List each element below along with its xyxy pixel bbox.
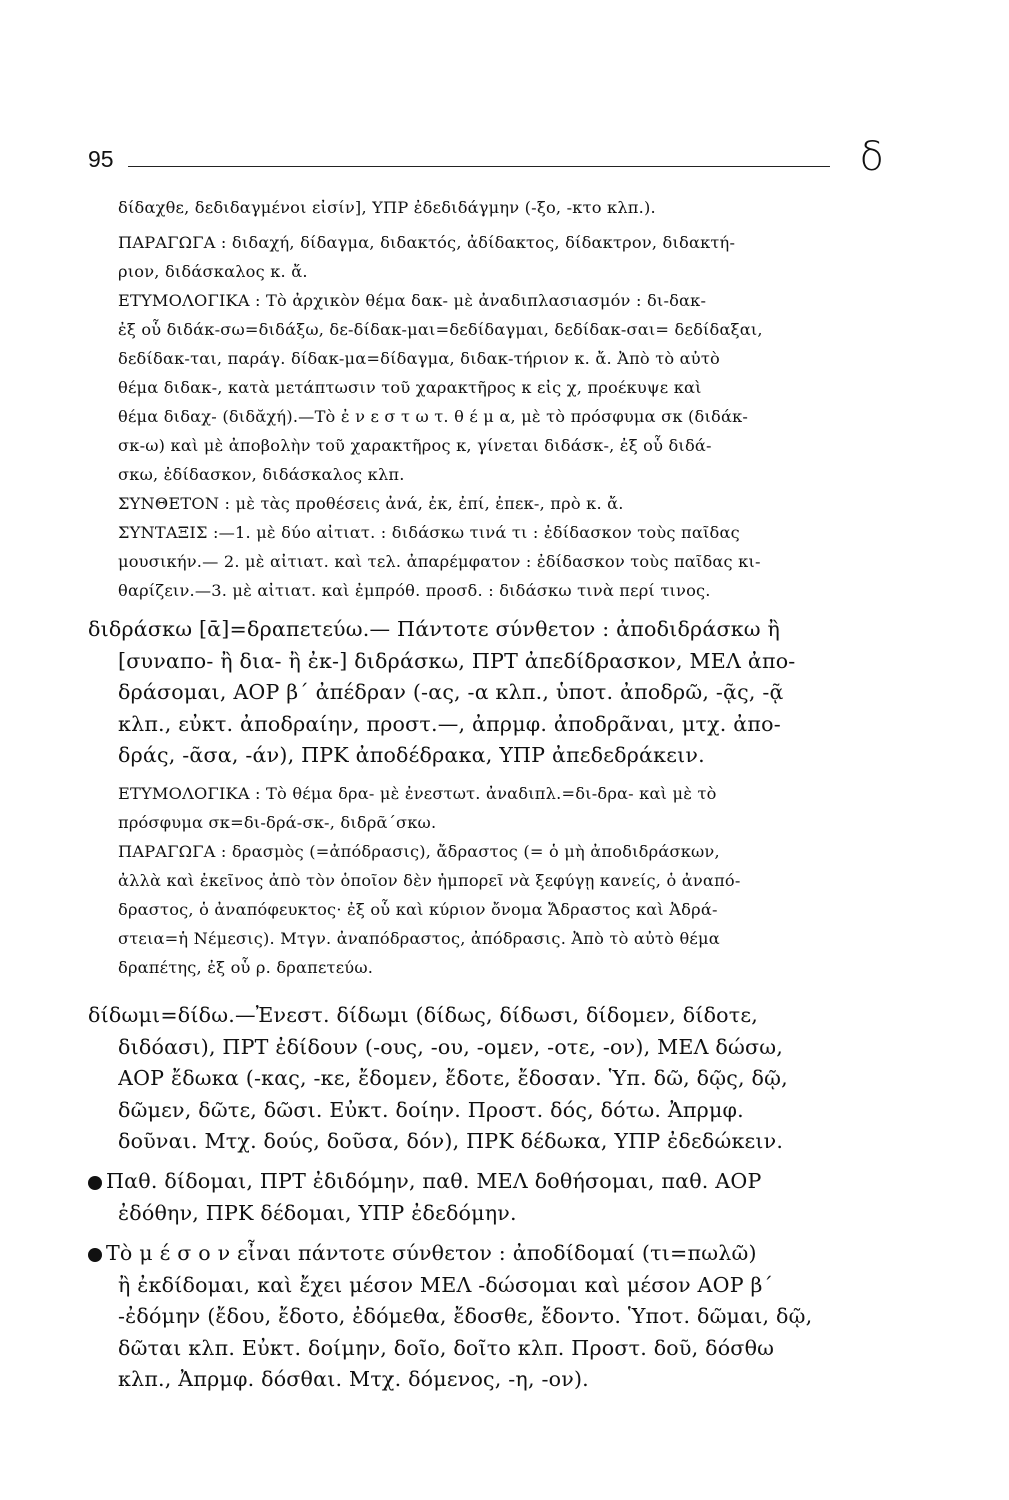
- page-number: 95: [88, 146, 114, 172]
- text-line: θέμα διδαχ- (διδᾰχή).—Τὸ ἐ ν ε σ τ ω τ. θ έ μ α, μὲ τὸ πρόσφυμα σκ (διδάκ-: [118, 407, 749, 426]
- text-line: πρόσφυμα σκ=δι-δρά-σκ-, διδρᾶ΄σκω.: [118, 813, 437, 832]
- text-line: ΑΟΡ ἔδωκα (-κας, -κε, ἔδομεν, ἔδοτε, ἔδοσαν. Ὑπ. δῶ, δῷς, δῷ,: [118, 1066, 788, 1090]
- text-line: διδόασι), ΠΡΤ ἐδίδουν (-ους, -ου, -ομεν, -οτε, -ον), ΜΕΛ δώσω,: [118, 1034, 784, 1059]
- text-line: κλπ., εὐκτ. ἀποδραίην, προστ.—, ἀπρμφ. ἀποδρᾶναι, μτχ. ἀπο-: [118, 711, 781, 736]
- text-line: δράς, -ᾶσα, -άν), ΠΡΚ ἀποδέδρακα, ΥΠΡ ἀπεδεδράκειν.: [118, 743, 705, 767]
- text-line: δίδαχθε, δεδιδαγμένοι εἰσίν], ΥΠΡ ἐδεδιδάγμην (-ξο, -κτο κλπ.).: [118, 198, 656, 217]
- text-line: δράσομαι, ΑΟΡ β´ ἀπέδραν (-ας, -α κλπ., ὑποτ. ἀποδρῶ, -ᾷς, -ᾷ: [118, 680, 784, 704]
- entry-headline: διδράσκω [ᾱ]=δραπετεύω.— Πάντοτε σύνθετον : ἀποδιδράσκω ἢ: [88, 617, 781, 641]
- text-line: θαρίζειν.—3. μὲ αἰτιατ. καὶ ἐμπρόθ. προσδ. : διδάσκω τινὰ περί τινος.: [118, 581, 711, 600]
- text-line: ἀλλὰ καὶ ἐκεῖνος ἀπὸ τὸν ὁποῖον δὲν ἠμπορεῖ νὰ ξεφύγῃ κανείς, ὁ ἀναπό-: [118, 871, 741, 890]
- entry-didomi-middle: [106, 1238, 888, 1396]
- header-rule: [128, 166, 830, 167]
- bullet-icon: [88, 1248, 102, 1262]
- entry-headline: δίδωμι=δίδω.—Ἐνεστ. δίδωμι (δίδως, δίδωσι, δίδομεν, δίδοτε,: [88, 1003, 758, 1027]
- section-letter: δ: [859, 134, 884, 180]
- text-line: θέμα διδακ-, κατὰ μετάπτωσιν τοῦ χαρακτῆρος κ εἰς χ, προέκυψε καὶ: [118, 378, 702, 397]
- text-line: -ἐδόμην (ἔδου, ἔδοτο, ἐδόμεθα, ἔδοσθε, ἔδοντο. Ὑποτ. δῶμαι, δῷ,: [118, 1304, 813, 1328]
- entry-didrasko-notes: [118, 779, 888, 982]
- bullet-icon: [88, 1176, 102, 1190]
- text-line: δοῦναι. Μτχ. δούς, δοῦσα, δόν), ΠΡΚ δέδωκα, ΥΠΡ ἐδεδώκειν.: [118, 1129, 784, 1153]
- middle-headline: Τὸ μ έ σ ο ν εἶναι πάντοτε σύνθετον : ἀποδίδομαί (τι=πωλῶ): [88, 1238, 888, 1270]
- text-line: μουσικήν.— 2. μὲ αἰτιατ. καὶ τελ. ἀπαρέμφατον : ἐδίδασκον τοὺς παῖδας κι-: [118, 552, 761, 571]
- text-line: ΕΤΥΜΟΛΟΓΙΚΑ : Τὸ ἀρχικὸν θέμα δακ- μὲ ἀναδιπλασιασμόν : δι-δακ-: [118, 291, 707, 310]
- entry-didrasko: [88, 614, 888, 772]
- entry-didomi-passive: [106, 1166, 888, 1229]
- text-line: σκ-ω) καὶ μὲ ἀποβολὴν τοῦ χαρακτῆρος κ, γίνεται διδάσκ-, ἐξ οὗ διδά-: [118, 436, 712, 455]
- text-line: ἐδόθην, ΠΡΚ δέδομαι, ΥΠΡ ἐδεδόμην.: [118, 1200, 517, 1225]
- text-line: σκω, ἐδίδασκον, διδάσκαλος κλπ.: [118, 465, 405, 484]
- text-line: ΕΤΥΜΟΛΟΓΙΚΑ : Τὸ θέμα δρα- μὲ ἐνεστωτ. ἀναδιπλ.=δι-δρα- καὶ μὲ τὸ: [118, 784, 717, 803]
- text-line: ΣΥΝΤΑΞΙΣ :—1. μὲ δύο αἰτιατ. : διδάσκω τινά τι : ἐδίδασκον τοὺς παῖδας: [118, 523, 740, 542]
- entry-didomi: [88, 1000, 888, 1158]
- entry-continuation: [118, 193, 888, 605]
- text-line: ΠΑΡΑΓΩΓΑ : διδαχή, δίδαγμα, διδακτός, ἀδίδακτος, δίδακτρον, διδακτή-: [118, 233, 736, 252]
- text-line: δραπέτης, ἐξ οὗ ρ. δραπετεύω.: [118, 958, 374, 977]
- text-line: δεδίδακ-ται, παράγ. δίδακ-μα=δίδαγμα, διδακ-τήριον κ. ἄ. Ἀπὸ τὸ αὐτὸ: [118, 349, 720, 368]
- running-head: [88, 134, 888, 180]
- text-line: δῶται κλπ. Εὐκτ. δοίμην, δοῖο, δοῖτο κλπ. Προστ. δοῦ, δόσθω: [118, 1335, 775, 1360]
- text-line: κλπ., Ἀπρμφ. δόσθαι. Μτχ. δόμενος, -η, -ον).: [118, 1367, 589, 1391]
- text-line: δραστος, ὁ ἀναπόφευκτος· ἐξ οὗ καὶ κύριον ὄνομα Ἄδραστος καὶ Ἀδρά-: [118, 900, 718, 919]
- text-line: ἢ ἐκδίδομαι, καὶ ἔχει μέσον ΜΕΛ -δώσομαι καὶ μέσον ΑΟΡ β´: [118, 1272, 774, 1297]
- text-line: ριον, διδάσκαλος κ. ἄ.: [118, 262, 308, 281]
- passive-headline: Παθ. δίδομαι, ΠΡΤ ἐδιδόμην, παθ. ΜΕΛ δοθήσομαι, παθ. ΑΟΡ: [88, 1166, 888, 1198]
- text-line: ἐξ οὗ διδάκ-σω=διδάξω, δε-δίδακ-μαι=δεδίδαγμαι, δεδίδακ-σαι= δεδίδαξαι,: [118, 320, 763, 339]
- text-line: στεια=ἡ Νέμεσις). Μτγν. ἀναπόδραστος, ἀπόδρασις. Ἀπὸ τὸ αὐτὸ θέμα: [118, 929, 720, 948]
- text-line: δῶμεν, δῶτε, δῶσι. Εὐκτ. δοίην. Προστ. δός, δότω. Ἀπρμφ.: [118, 1097, 744, 1122]
- text-line: ΣΥΝΘΕΤΟΝ : μὲ τὰς προθέσεις ἀνά, ἐκ, ἐπί, ἐπεκ-, πρὸ κ. ἄ.: [118, 494, 624, 513]
- text-line: [συναπο- ἢ δια- ἢ ἐκ-] διδράσκω, ΠΡΤ ἀπεδίδρασκον, ΜΕΛ ἀπο-: [118, 648, 796, 673]
- text-line: ΠΑΡΑΓΩΓΑ : δρασμὸς (=ἀπόδρασις), ἄδραστος (= ὁ μὴ ἀποδιδράσκων,: [118, 842, 720, 861]
